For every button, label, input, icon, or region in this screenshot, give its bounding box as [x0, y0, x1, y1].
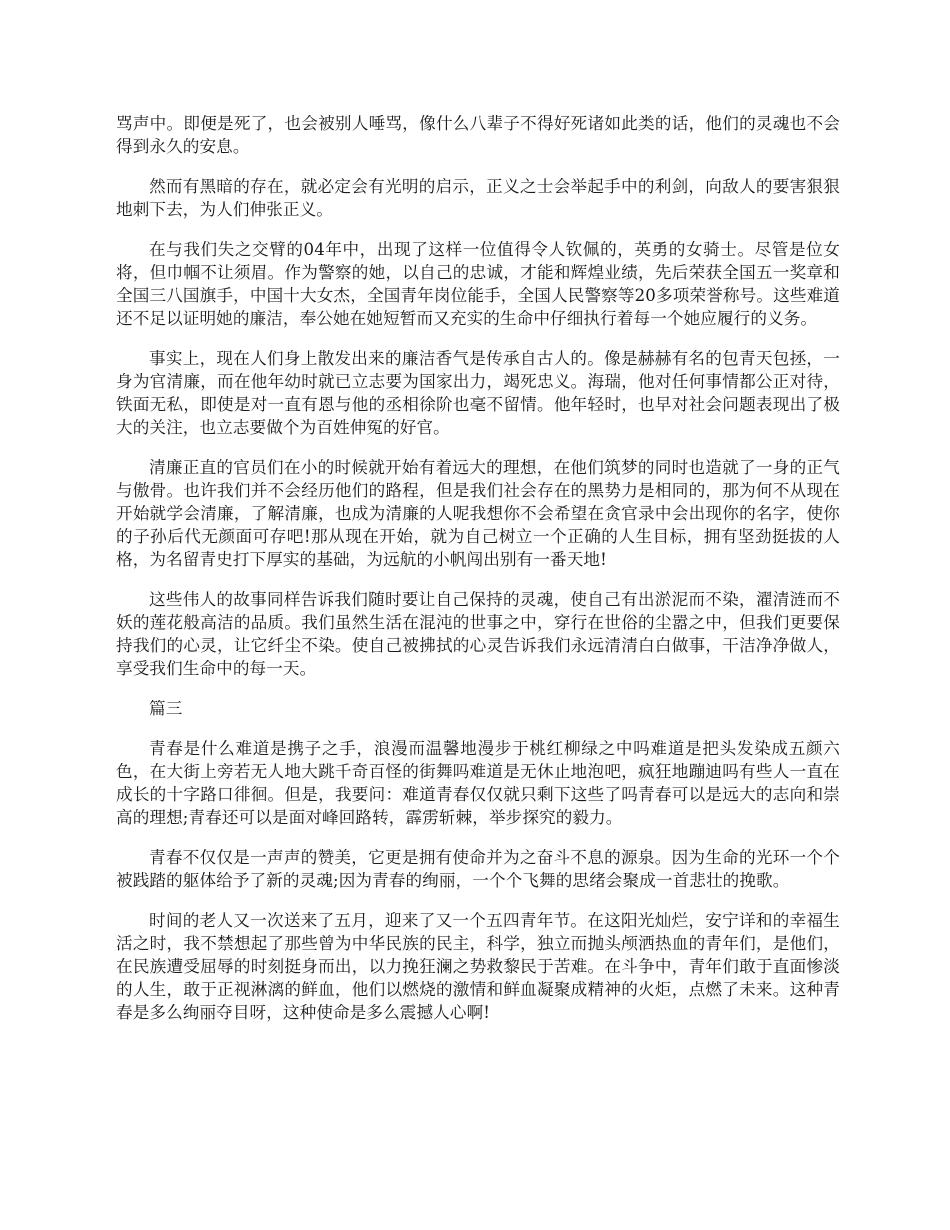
paragraph: 时间的老人又一次送来了五月，迎来了又一个五四青年节。在这阳光灿烂，安宁详和的幸福生活之时，我不禁想起了那些曾为中华民族的民主，科学，独立而抛头颅洒热血的青年们，是他们，在民族遭受屈辱的时刻挺身而出，以力挽狂澜之势救黎民于苦难。在斗争中，青年们敢于直面惨淡的人生，敢于正视淋漓的鲜血，他们以燃烧的激情和鲜血凝聚成精神的火炬，点燃了未来。这种青春是多么绚丽夺目呀，这种使命是多么震撼人心啊! — [116, 911, 840, 1022]
paragraph: 青春是什么难道是携子之手，浪漫而温馨地漫步于桃红柳绿之中吗难道是把头发染成五颜六色，在大街上旁若无人地大跳千奇百怪的街舞吗难道是无休止地泡吧，疯狂地蹦迪吗有些人一直在成长的十字路口徘徊。但是，我要问：难道青春仅仅就只剩下这些了吗青春可以是远大的志向和崇高的理想;青春还可以是面对峰回路转，霹雳斩棘，举步探究的毅力。 — [116, 739, 840, 827]
paragraph: 事实上，现在人们身上散发出来的廉洁香气是传承自古人的。像是赫赫有名的包青天包拯，一身为官清廉，而在他年幼时就已立志要为国家出力，竭死忠义。海瑞，他对任何事情都公正对待，铁面无私，即使是对一直有恩与他的丞相徐阶也毫不留情。他年轻时，也早对社会问题表现出了极大的关注，也立志要做个为百姓伸冤的好官。 — [116, 349, 840, 437]
document-page — [116, 112, 840, 1041]
section-heading: 篇三 — [149, 699, 183, 718]
paragraph: 然而有黑暗的存在，就必定会有光明的启示，正义之士会举起手中的利剑，向敌人的要害狠狠地刺下去，为人们伸张正义。 — [116, 177, 840, 219]
paragraph: 在与我们失之交臂的04年中，出现了这样一位值得令人钦佩的，英勇的女骑士。尽管是位女将，但巾帼不让须眉。作为警察的她，以自己的忠诚，才能和辉煌业绩，先后荣获全国五一奖章和全国三八国旗手，中国十大女杰，全国青年岗位能手，全国人民警察等20多项荣誉称号。这些难道还不足以证明她的廉洁，奉公她在她短暂而又充实的生命中仔细执行着每一个她应履行的义务。 — [116, 240, 840, 328]
paragraph: 这些伟人的故事同样告诉我们随时要让自己保持的灵魂，使自己有出淤泥而不染，濯清涟而不妖的莲花般高洁的品质。我们虽然生活在混沌的世事之中，穿行在世俗的尘嚣之中，但我们更要保持我们的心灵，让它纤尘不染。使自己被拂拭的心灵告诉我们永远清清白白做事，干洁净净做人，享受我们生命中的每一天。 — [116, 590, 840, 678]
paragraph: 青春不仅仅是一声声的赞美，它更是拥有使命并为之奋斗不息的源泉。因为生命的光环一个个被践踏的躯体给予了新的灵魂;因为青春的绚丽，一个个飞舞的思绪会聚成一首悲壮的挽歌。 — [116, 848, 840, 890]
paragraph: 清廉正直的官员们在小的时候就开始有着远大的理想，在他们筑梦的同时也造就了一身的正气与傲骨。也许我们并不会经历他们的路程，但是我们社会存在的黑势力是相同的，那为何不从现在开始就学会清廉，了解清廉，也成为清廉的人呢我想你不会希望在贪官录中会出现你的名字，使你的子孙后代无颜面可存吧!那从现在开始，就为自己树立一个正确的人生目标，拥有坚劲挺拔的人格，为名留青史打下厚实的基础，为远航的小帆闯出别有一番天地! — [116, 458, 840, 569]
paragraph-continuation: 骂声中。即便是死了，也会被别人唾骂，像什么八辈子不得好死诸如此类的话，他们的灵魂也不会得到永久的安息。 — [116, 114, 840, 156]
